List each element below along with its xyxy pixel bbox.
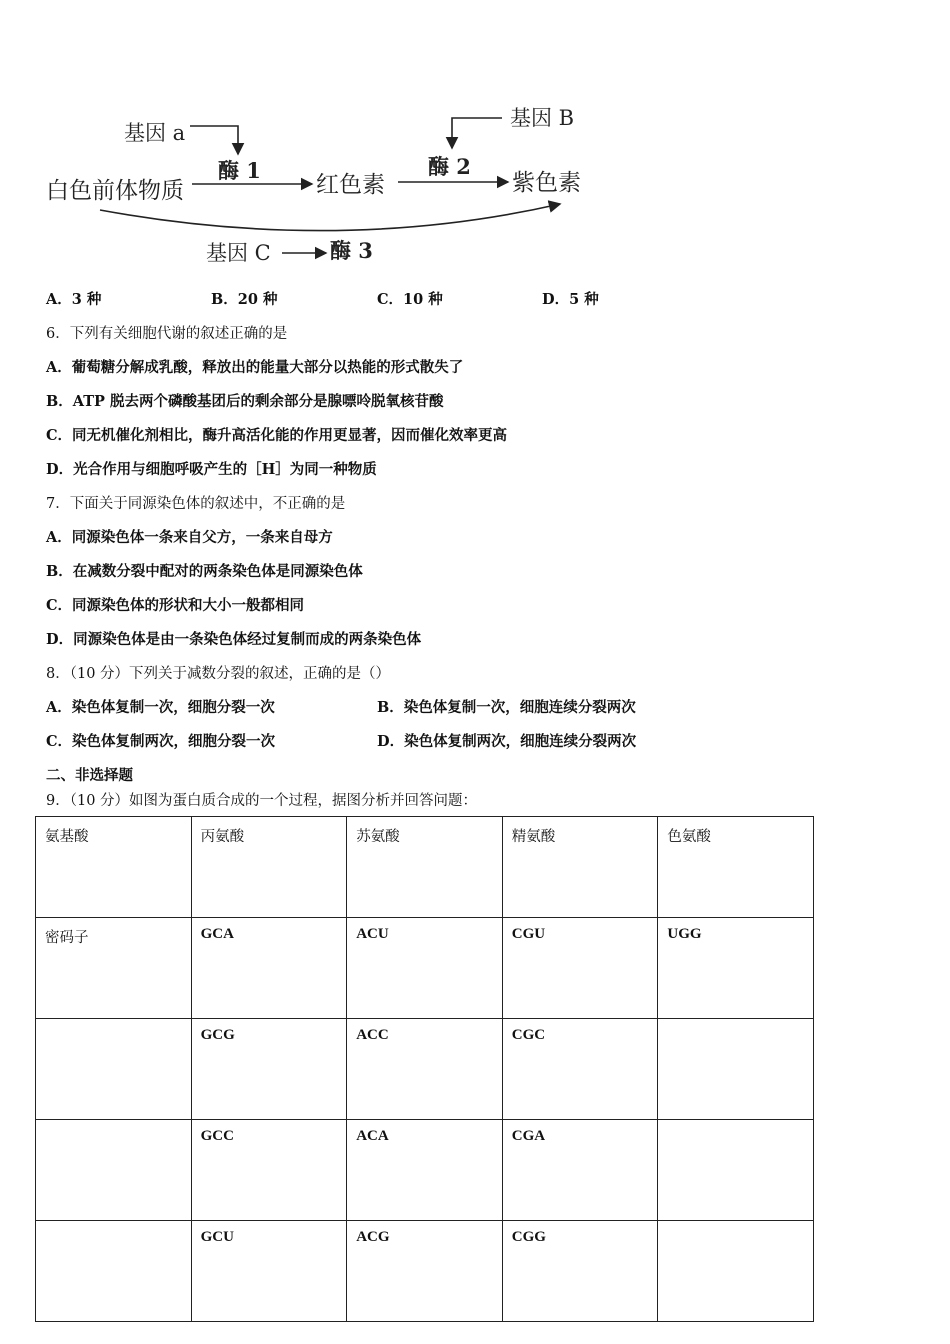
- q8-stem: 8．（10 分）下列关于减数分裂的叙述，正确的是（）: [46, 666, 391, 682]
- q6-option-c: C．同无机催化剂相比，酶升高活化能的作用更显著，因而催化效率更高: [46, 427, 508, 444]
- enzyme2-label: 酶 2: [428, 154, 471, 179]
- gene-a-arrow: [190, 126, 238, 154]
- table-cell: CGA: [502, 1120, 658, 1221]
- header-alanine: 丙氨酸: [191, 817, 347, 918]
- table-cell: GCU: [191, 1221, 347, 1322]
- table-cell-empty: [36, 1221, 192, 1322]
- q7-option-d: D．同源染色体是由一条染色体经过复制而成的两条染色体: [46, 631, 422, 648]
- q7-option-a: A．同源染色体一条来自父方，一条来自母方: [46, 529, 333, 546]
- q6-option-b: B．ATP 脱去两个磷酸基团后的剩余部分是腺嘌呤脱氧核苷酸: [46, 393, 444, 410]
- codon-table: [35, 816, 814, 1322]
- table-cell: ACU: [347, 918, 503, 1019]
- pathway-svg: [40, 98, 600, 278]
- q5-option-a: A．3 种: [46, 291, 102, 308]
- table-cell: ACG: [347, 1221, 503, 1322]
- table-cell: UGG: [658, 918, 814, 1019]
- q7-option-c: C．同源染色体的形状和大小一般都相同: [46, 597, 305, 614]
- gene-b-arrow: [452, 118, 502, 148]
- header-amino-acid: 氨基酸: [36, 817, 192, 918]
- table-cell: CGG: [502, 1221, 658, 1322]
- table-cell: ACA: [347, 1120, 503, 1221]
- gene-c-label: 基因 C: [206, 241, 271, 265]
- table-cell: [658, 1221, 814, 1322]
- pathway-diagram: [40, 98, 600, 278]
- table-row: [36, 1120, 814, 1221]
- q8-option-b: B．染色体复制一次，细胞连续分裂两次: [377, 699, 636, 716]
- q6-option-a: A．葡萄糖分解成乳酸，释放出的能量大部分以热能的形式散失了: [46, 359, 464, 376]
- q6-option-d: D．光合作用与细胞呼吸产生的［H］为同一种物质: [46, 461, 377, 478]
- q9-stem: 9．（10 分）如图为蛋白质合成的一个过程，据图分析并回答问题：: [46, 793, 478, 809]
- red-pigment-label: 红色素: [316, 172, 385, 198]
- q6-stem: 6．下列有关细胞代谢的叙述正确的是: [46, 326, 288, 342]
- bypass-arrow: [100, 204, 560, 231]
- q8-option-c: C．染色体复制两次，细胞分裂一次: [46, 733, 276, 750]
- table-cell: GCA: [191, 918, 347, 1019]
- q7-stem: 7．下面关于同源染色体的叙述中，不正确的是: [46, 496, 346, 512]
- header-threonine: 苏氨酸: [347, 817, 503, 918]
- header-arginine: 精氨酸: [502, 817, 658, 918]
- enzyme3-label: 酶 3: [330, 238, 373, 263]
- table-cell: GCC: [191, 1120, 347, 1221]
- table-cell: GCG: [191, 1019, 347, 1120]
- row-label-codon: 密码子: [36, 918, 192, 1019]
- enzyme1-label: 酶 1: [218, 158, 261, 183]
- section-heading: 二、非选择题: [46, 767, 133, 784]
- table-cell: ACC: [347, 1019, 503, 1120]
- q7-option-b: B．在减数分裂中配对的两条染色体是同源染色体: [46, 563, 363, 580]
- q8-option-d: D．染色体复制两次，细胞连续分裂两次: [377, 733, 637, 750]
- table-header-row: [36, 817, 814, 918]
- table-cell: CGC: [502, 1019, 658, 1120]
- table-cell: CGU: [502, 918, 658, 1019]
- q5-option-d: D．5 种: [542, 291, 599, 308]
- table-cell-empty: [36, 1019, 192, 1120]
- gene-b-label: 基因 B: [510, 106, 575, 130]
- table-row: [36, 1019, 814, 1120]
- white-precursor-label: 白色前体物质: [46, 178, 184, 204]
- table-row: [36, 918, 814, 1019]
- table-cell-empty: [36, 1120, 192, 1221]
- table-cell: [658, 1120, 814, 1221]
- q8-option-a: A．染色体复制一次，细胞分裂一次: [46, 699, 275, 716]
- table-cell: [658, 1019, 814, 1120]
- table-row: [36, 1221, 814, 1322]
- purple-pigment-label: 紫色素: [512, 170, 581, 196]
- header-tryptophan: 色氨酸: [658, 817, 814, 918]
- q5-option-c: C．10 种: [377, 291, 443, 308]
- gene-a-label: 基因 a: [124, 121, 186, 145]
- q5-option-b: B．20 种: [211, 291, 278, 308]
